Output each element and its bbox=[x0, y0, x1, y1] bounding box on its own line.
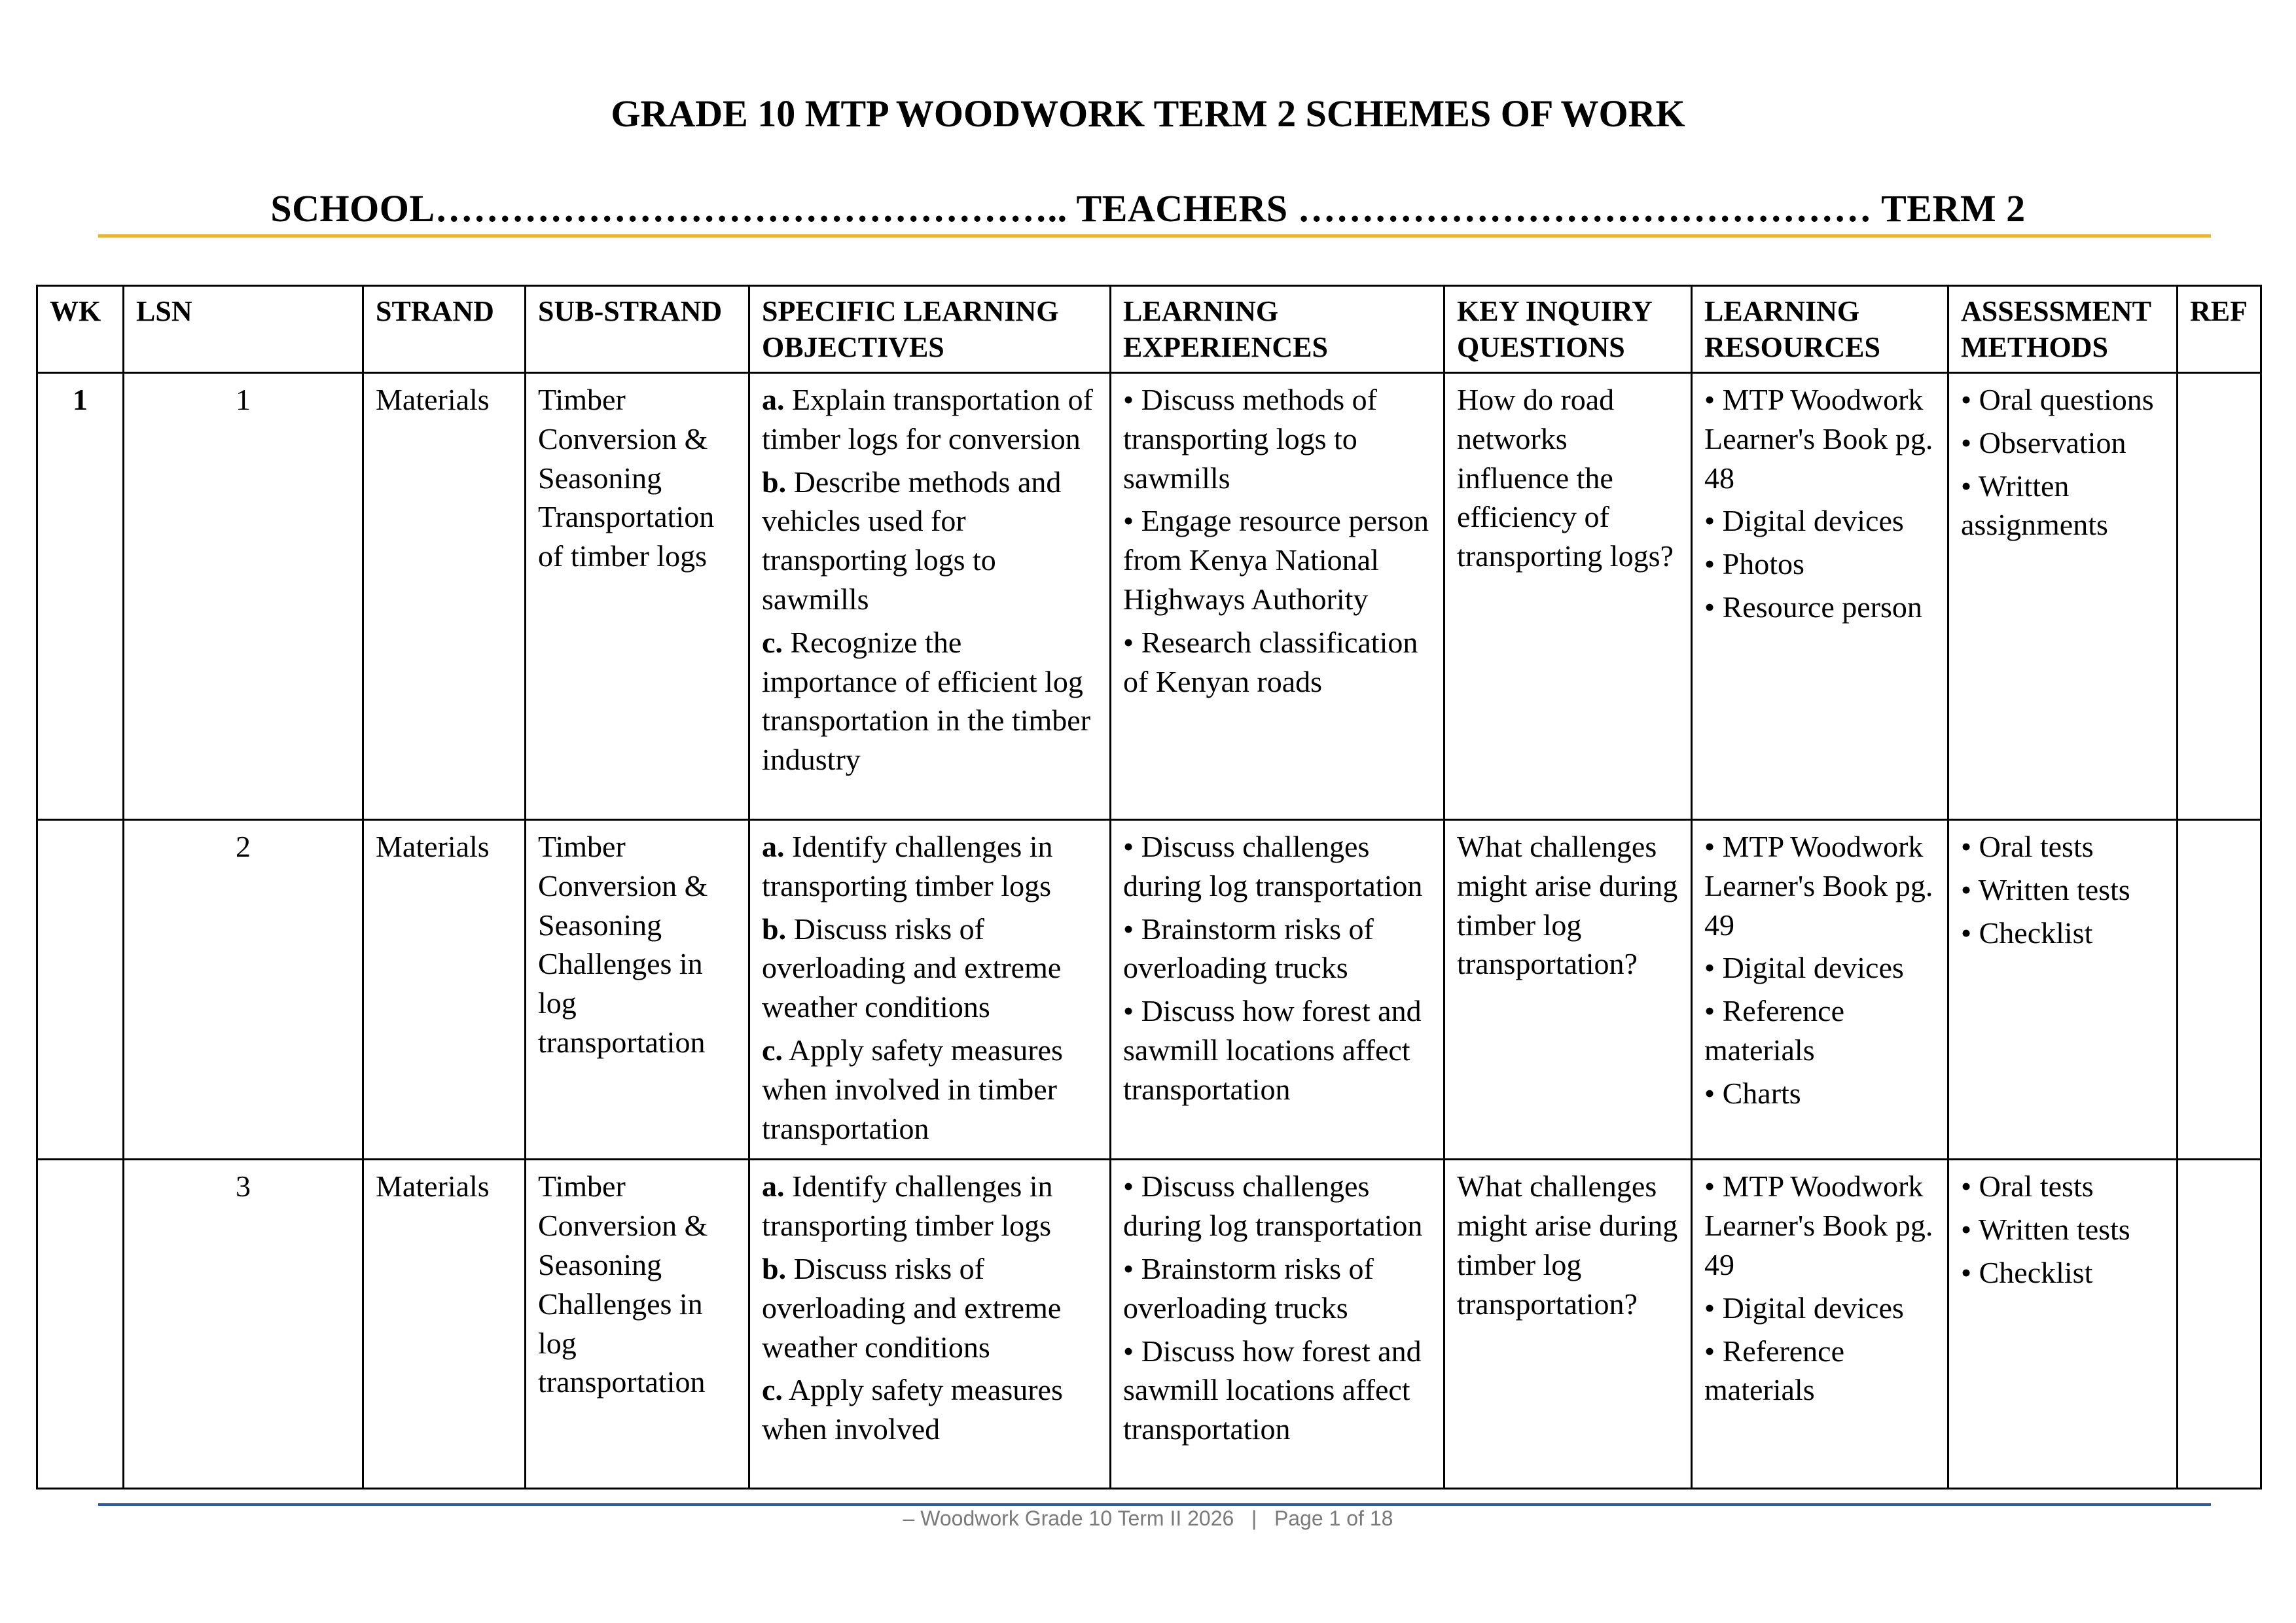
header-divider bbox=[98, 234, 2211, 238]
cell-sub-strand: Timber Conversion & Seasoning Challenges in log transportation bbox=[526, 820, 749, 1160]
objective-item: b. Describe methods and vehicles used for transporting logs to sawmills bbox=[762, 465, 1062, 616]
objective-item: b. Discuss risks of overloading and extreme weather conditions bbox=[762, 912, 1062, 1024]
cell-ref bbox=[2178, 820, 2261, 1160]
cell-assessment bbox=[1948, 820, 2178, 1160]
cell-inquiry: How do road networks influence the efficiency of transporting logs? bbox=[1444, 373, 1692, 820]
resource-item: • Digital devices bbox=[1704, 1291, 1904, 1325]
table-row bbox=[37, 1160, 2261, 1489]
cell-experiences bbox=[1111, 820, 1444, 1160]
cell-sub-strand: Timber Conversion & Seasoning Challenges in log transportation bbox=[526, 1160, 749, 1489]
page-footer: – Woodwork Grade 10 Term II 2026 | Page 1 of 18 bbox=[903, 1507, 1393, 1530]
header-strand: STRAND bbox=[363, 286, 526, 373]
experience-item: • Research classification of Kenyan roads bbox=[1123, 625, 1418, 698]
assessment-item: • Written tests bbox=[1961, 872, 2130, 906]
cell-assessment bbox=[1948, 1160, 2178, 1489]
cell-experiences bbox=[1111, 373, 1444, 820]
objective-item: a. Explain transportation of timber logs for conversion bbox=[762, 383, 1093, 455]
cell-wk: 1 bbox=[37, 373, 124, 820]
cell-objectives bbox=[749, 1160, 1111, 1489]
objective-item: a. Identify challenges in transporting timber logs bbox=[762, 830, 1053, 902]
assessment-item: • Observation bbox=[1961, 425, 2126, 459]
resource-item: • Reference materials bbox=[1704, 994, 1845, 1067]
resource-item: • MTP Woodwork Learner's Book pg. 49 bbox=[1704, 1169, 1933, 1281]
table-row bbox=[37, 820, 2261, 1160]
assessment-item: • Oral tests bbox=[1961, 1169, 2094, 1204]
cell-wk bbox=[37, 1160, 124, 1489]
cell-assessment bbox=[1948, 373, 2178, 820]
cell-sub-strand: Timber Conversion & Seasoning Transportation of timber logs bbox=[526, 373, 749, 820]
footer-divider bbox=[98, 1503, 2211, 1506]
experience-item: • Brainstorm risks of overloading trucks bbox=[1123, 1251, 1374, 1325]
header-resources: LEARNING RESOURCES bbox=[1692, 286, 1948, 373]
cell-strand: Materials bbox=[363, 1160, 526, 1489]
header-experiences: LEARNING EXPERIENCES bbox=[1111, 286, 1444, 373]
objective-item: b. Discuss risks of overloading and extreme weather conditions bbox=[762, 1251, 1062, 1364]
experience-item: • Brainstorm risks of overloading trucks bbox=[1123, 912, 1374, 985]
cell-resources bbox=[1692, 820, 1948, 1160]
schemes-of-work-table bbox=[36, 285, 2262, 1489]
cell-resources bbox=[1692, 1160, 1948, 1489]
cell-resources bbox=[1692, 373, 1948, 820]
header-lsn: LSN bbox=[124, 286, 363, 373]
resource-item: • Digital devices bbox=[1704, 951, 1904, 985]
objective-item: c. Apply safety measures when involved bbox=[762, 1373, 1063, 1446]
table-header-row bbox=[37, 286, 2261, 373]
assessment-item: • Written assignments bbox=[1961, 469, 2108, 542]
assessment-item: • Written tests bbox=[1961, 1213, 2130, 1247]
header-sub-strand: SUB-STRAND bbox=[526, 286, 749, 373]
resource-item: • Resource person bbox=[1704, 590, 1922, 624]
objective-item: a. Identify challenges in transporting timber logs bbox=[762, 1169, 1053, 1243]
header-objectives: SPECIFIC LEARNING OBJECTIVES bbox=[749, 286, 1111, 373]
header-wk: WK bbox=[37, 286, 124, 373]
cell-ref bbox=[2178, 373, 2261, 820]
cell-lsn: 2 bbox=[124, 820, 363, 1160]
assessment-item: • Oral tests bbox=[1961, 830, 2094, 863]
objective-item: c. Recognize the importance of efficient log transportation in the timber industry bbox=[762, 625, 1091, 777]
resource-item: • Photos bbox=[1704, 547, 1804, 581]
experience-item: • Discuss challenges during log transportation bbox=[1123, 830, 1423, 902]
assessment-item: • Checklist bbox=[1961, 1255, 2093, 1289]
school-teachers-term-line: SCHOOL………………………………………….. TEACHERS ……………………………………… TERM 2 bbox=[270, 187, 2026, 230]
resource-item: • Charts bbox=[1704, 1076, 1801, 1110]
cell-wk bbox=[37, 820, 124, 1160]
page-title: GRADE 10 MTP WOODWORK TERM 2 SCHEMES OF WORK bbox=[611, 92, 1685, 135]
experience-item: • Discuss how forest and sawmill locations affect transportation bbox=[1123, 1334, 1422, 1446]
cell-inquiry: What challenges might arise during timber log transportation? bbox=[1444, 820, 1692, 1160]
header-ref: REF bbox=[2178, 286, 2261, 373]
resource-item: • Reference materials bbox=[1704, 1334, 1845, 1407]
header-inquiry: KEY INQUIRY QUESTIONS bbox=[1444, 286, 1692, 373]
cell-objectives bbox=[749, 820, 1111, 1160]
assessment-item: • Oral questions bbox=[1961, 383, 2154, 416]
cell-objectives bbox=[749, 373, 1111, 820]
cell-lsn: 1 bbox=[124, 373, 363, 820]
resource-item: • Digital devices bbox=[1704, 504, 1904, 538]
table-row bbox=[37, 373, 2261, 820]
cell-experiences bbox=[1111, 1160, 1444, 1489]
cell-lsn: 3 bbox=[124, 1160, 363, 1489]
experience-item: • Discuss challenges during log transportation bbox=[1123, 1169, 1423, 1243]
objective-item: c. Apply safety measures when involved in timber transportation bbox=[762, 1033, 1063, 1145]
experience-item: • Engage resource person from Kenya National Highways Authority bbox=[1123, 504, 1429, 616]
cell-ref bbox=[2178, 1160, 2261, 1489]
resource-item: • MTP Woodwork Learner's Book pg. 48 bbox=[1704, 383, 1933, 495]
resource-item: • MTP Woodwork Learner's Book pg. 49 bbox=[1704, 830, 1933, 942]
cell-inquiry: What challenges might arise during timber log transportation? bbox=[1444, 1160, 1692, 1489]
cell-strand: Materials bbox=[363, 373, 526, 820]
header-assessment: ASSESSMENT METHODS bbox=[1948, 286, 2178, 373]
cell-strand: Materials bbox=[363, 820, 526, 1160]
assessment-item: • Checklist bbox=[1961, 916, 2093, 950]
experience-item: • Discuss how forest and sawmill locations affect transportation bbox=[1123, 994, 1422, 1106]
experience-item: • Discuss methods of transporting logs to sawmills bbox=[1123, 383, 1377, 495]
